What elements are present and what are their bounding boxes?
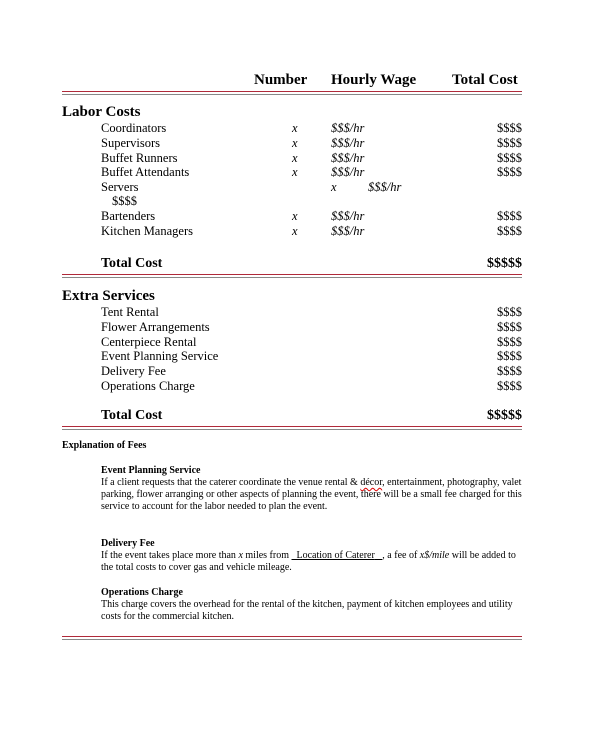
bottom-rule: [62, 636, 522, 640]
header-rule: [62, 91, 522, 95]
extra-item-cost: $$$$: [497, 320, 522, 334]
extra-item-name: Event Planning Service: [101, 349, 219, 363]
extra-item-name: Centerpiece Rental: [101, 335, 197, 349]
extra-services-title: Extra Services: [62, 288, 155, 304]
extra-total-value: $$$$$: [487, 408, 522, 423]
extra-item-name: Tent Rental: [101, 305, 159, 319]
extra-total-label: Total Cost: [101, 408, 163, 423]
delivery-fee-text: If the event takes place more than x miles from Location of Caterer , a fee of x$/mile will be added to the total costs to cover gas and vehicle mileage.: [101, 550, 516, 573]
extra-item-cost: $$$$: [497, 379, 522, 393]
extra-total-rule: [62, 426, 522, 430]
extra-item-name: Operations Charge: [101, 379, 195, 393]
extra-item-cost: $$$$: [497, 364, 522, 378]
explanation-title: Explanation of Fees: [62, 440, 147, 451]
extra-item-cost: $$$$: [497, 335, 522, 349]
extra-item-name: Flower Arrangements: [101, 320, 210, 334]
labor-total-label: Total Cost: [101, 256, 163, 271]
operations-charge-text: This charge covers the overhead for the rental of the kitchen, payment of kitchen employees and utility costs for the commercial kitchen.: [101, 599, 513, 622]
extra-item-cost: $$$$: [497, 349, 522, 363]
operations-charge-heading: Operations Charge: [101, 587, 183, 598]
header-hourly-wage: Hourly Wage: [331, 72, 417, 88]
extra-item-cost: $$$$: [497, 305, 522, 319]
event-planning-text: If a client requests that the caterer coordinate the venue rental & décor, entertainment, photography, valet parking, flower arranging or other aspects of planning the event, there will be a small fee charged for this service to account for the labor needed to plan the event.: [101, 477, 522, 512]
extra-item-name: Delivery Fee: [101, 364, 166, 378]
labor-total-value: $$$$$: [487, 256, 522, 271]
header-number: Number: [254, 72, 308, 88]
event-planning-heading: Event Planning Service: [101, 465, 201, 476]
labor-costs-title: Labor Costs: [62, 104, 141, 120]
header-total-cost: Total Cost: [452, 72, 518, 88]
delivery-fee-heading: Delivery Fee: [101, 538, 155, 549]
labor-total-rule: [62, 274, 522, 278]
